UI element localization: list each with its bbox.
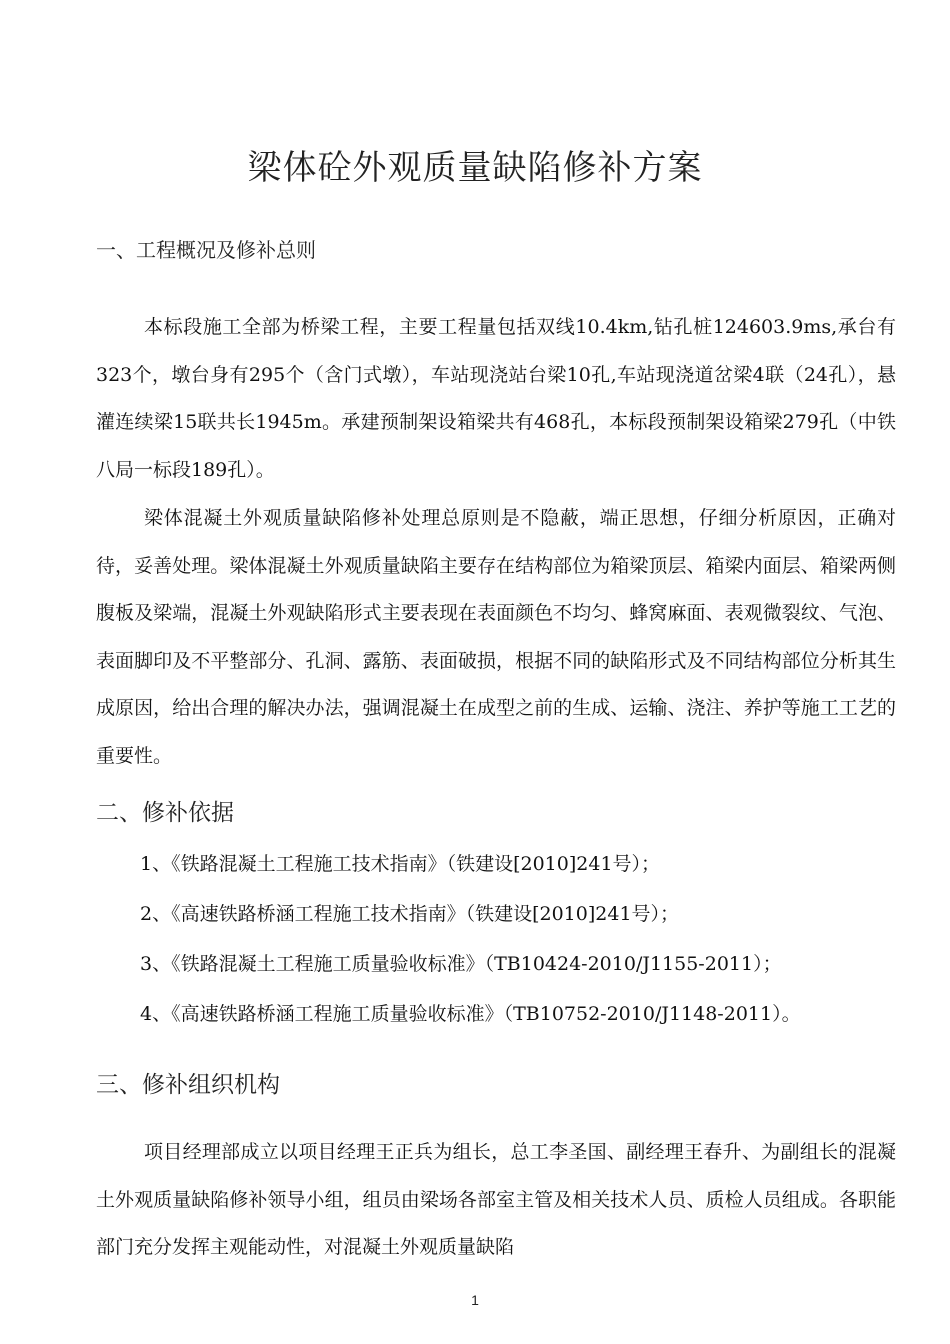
reference-item: 1、《铁路混凝土工程施工技术指南》（铁建设[2010]241号）； (140, 853, 661, 875)
paragraph-repair-principles: 梁体混凝土外观质量缺陷修补处理总原则是不隐蔽，端正思想，仔细分析原因，正确对待，妥善处理。梁体混凝土外观质量缺陷主要存在结构部位为箱梁顶层、箱梁内面层、箱梁两侧腹板及梁端，混凝土外观缺陷形式主要表现在表面颜色不均匀、蜂窝麻面、表观微裂纹、气泡、表面脚印及不平整部分、孔洞、露筋、表面破损，根据不同的缺陷形式及不同结构部位分析其生成原因，给出合理的解决办法，强调混凝土在成型之前的生成、运输、浇注、养护等施工工艺的重要性。 (96, 507, 896, 767)
paragraph-project-overview: 本标段施工全部为桥梁工程，主要工程量包括双线10.4km,钻孔桩124603.9ms,承台有323个，墩台身有295个（含门式墩），车站现浇站台梁10孔,车站现浇道岔梁4联（24孔），悬灌连续梁15联共长1945m。承建预制架设箱梁共有468孔，本标段预制架设箱梁279孔（中铁八局一标段189孔）。 (96, 316, 896, 481)
reference-item: 3、《铁路混凝土工程施工质量验收标准》（TB10424-2010/J1155-2011）； (140, 953, 782, 975)
reference-list (140, 842, 900, 1042)
page-number: 1 (471, 1292, 479, 1308)
document-title: 梁体砼外观质量缺陷修补方案 (247, 148, 703, 188)
section-heading-basis: 二、修补依据 (96, 800, 234, 826)
paragraph-organization: 项目经理部成立以项目经理王正兵为组长，总工李圣国、副经理王春升、为副组长的混凝土外观质量缺陷修补领导小组，组员由梁场各部室主管及相关技术人员、质检人员组成。各职能部门充分发挥主观能动性，对混凝土外观质量缺陷 (96, 1141, 896, 1259)
reference-item: 4、《高速铁路桥涵工程施工质量验收标准》（TB10752-2010/J1148-2011）。 (140, 1003, 801, 1025)
section-heading-organization: 三、修补组织机构 (96, 1072, 280, 1098)
section-heading-overview: 一、工程概况及修补总则 (96, 238, 316, 262)
reference-item: 2、《高速铁路桥涵工程施工技术指南》（铁建设[2010]241号）； (140, 903, 680, 925)
